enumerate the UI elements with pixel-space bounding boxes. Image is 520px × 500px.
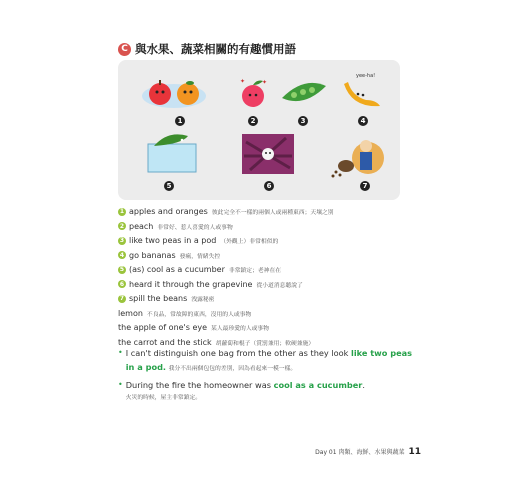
vocab-item	[118, 222, 438, 237]
vocab-item	[118, 251, 438, 266]
vocab-number: 3	[119, 237, 125, 244]
vocab-english: like two peas in a pod	[129, 236, 217, 245]
vocab-item	[118, 265, 438, 280]
vocab-item	[118, 236, 438, 251]
vocab-chinese: （外觀上）非常相似的	[220, 239, 279, 245]
vocab-english: the apple of one's eye	[118, 323, 208, 332]
example-highlight: like two peas	[351, 348, 413, 358]
vocabulary-list	[118, 207, 438, 352]
example-chinese: 我分不出兩個包包的差別，因為看起來一模一樣。	[168, 366, 297, 372]
vocab-english: the carrot and the stick	[118, 337, 212, 347]
vocab-chinese: 胡蘿蔔和棍子（賞罰兼用；軟硬兼施）	[215, 340, 315, 347]
vocab-number: 4	[119, 251, 125, 259]
vocab-chinese: 某人最珍愛的人或事物	[211, 326, 270, 332]
vocab-item	[118, 207, 438, 222]
vocab-number: 7	[119, 295, 125, 302]
vocab-english: apples and oranges	[129, 207, 208, 216]
example-english	[126, 346, 412, 375]
vocab-chinese: 發瘋，情緒失控	[179, 253, 221, 260]
vocab-english: (as) cool as a cucumber	[129, 265, 225, 274]
vocab-number: 6	[119, 280, 125, 288]
illustration-number: 6	[264, 181, 274, 191]
example-item	[118, 378, 418, 404]
illustration-number: 4	[358, 116, 368, 126]
bullet-icon: •	[118, 380, 123, 389]
example-text: .	[362, 380, 365, 390]
section-badge: C	[118, 43, 131, 56]
page-number: 11	[408, 447, 421, 457]
vocab-chinese: 彼此完全不一樣的兩個人或兩種東西；天壤之別	[211, 210, 334, 216]
vocab-number: 1	[119, 208, 125, 215]
cucumber-ice-illustration	[142, 130, 204, 176]
pea-pod-illustration	[278, 78, 330, 112]
illustration-number: 2	[248, 116, 258, 126]
footer-chapter: Day 01 肉類、海鮮、水果與蔬菜	[315, 449, 405, 456]
grapevine-illustration	[240, 132, 296, 176]
vocab-chinese: 洩露秘密	[191, 297, 215, 303]
page-footer	[315, 447, 421, 457]
example-text: I can't distinguish one bag from the other as they look	[125, 348, 352, 358]
vocab-item	[118, 280, 438, 295]
illustration-number: 3	[298, 116, 308, 126]
vocab-chinese: 非常鎮定；老神在在	[228, 268, 282, 274]
vocab-number: 2	[119, 222, 125, 230]
example-text: During the fire the homeowner was	[125, 380, 274, 390]
vocab-english: heard it through the grapevine	[129, 279, 253, 289]
example-item	[118, 346, 418, 375]
section-title: 與水果、蔬菜相關的有趣慣用語	[135, 42, 296, 56]
bullet-icon: •	[118, 348, 123, 357]
example-sentences	[118, 346, 418, 404]
svg-text:yee-ha!: yee-ha!	[356, 73, 376, 79]
apples-oranges-illustration	[134, 72, 214, 114]
banana-illustration	[338, 68, 388, 114]
vocab-item	[118, 323, 438, 338]
illustration-number: 1	[175, 116, 185, 126]
illustration-panel	[118, 60, 400, 200]
vocab-number: 5	[119, 266, 125, 273]
example-highlight: cool as a cucumber	[273, 380, 363, 390]
vocab-english: go bananas	[129, 250, 176, 260]
spill-beans-illustration	[324, 132, 388, 178]
illustration-number: 5	[164, 181, 174, 191]
vocab-chinese: 非常好、惹人喜愛的人或事物	[157, 224, 233, 231]
example-chinese: 火災的時候，屋主非常鎮定。	[125, 395, 202, 401]
section-heading	[118, 41, 296, 57]
vocab-item	[118, 294, 438, 309]
vocab-english: spill the beans	[129, 294, 188, 303]
vocab-chinese: 從小道消息聽說了	[256, 282, 303, 289]
vocab-chinese: 不良品，常故障的東西，沒用的人或事物	[146, 311, 252, 318]
vocab-item	[118, 309, 438, 324]
svg-text:✦: ✦	[240, 78, 246, 85]
vocab-english: peach	[129, 221, 154, 231]
example-english	[126, 378, 365, 392]
svg-text:✦: ✦	[262, 79, 268, 86]
illustration-number: 7	[360, 181, 370, 191]
vocab-english: lemon	[118, 308, 143, 318]
peach-illustration	[236, 74, 270, 114]
example-highlight: in a pod.	[125, 362, 167, 372]
